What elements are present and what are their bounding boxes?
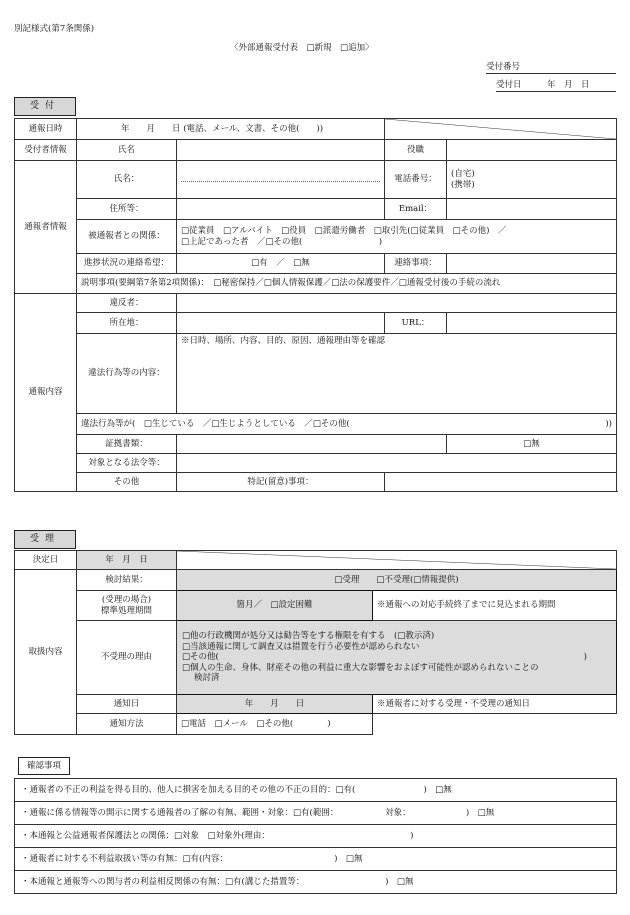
violator-label: 違反者： <box>77 294 177 313</box>
decision-date-label: 決定日 <box>15 551 77 570</box>
progress-options[interactable]: □有 ／ □無 <box>177 254 385 274</box>
url-label: URL： <box>385 313 447 334</box>
violation-note: ※日時、場所、内容、目的、原因、通報理由等を確認 <box>181 336 386 346</box>
rejection-reason-4[interactable]: □個人の生命、身体、財産その他の利益に重大な影響をおよぼす可能性が認められないことの <box>182 662 539 673</box>
decision-date-blank <box>177 551 617 570</box>
confirmation-table <box>14 778 617 894</box>
section-confirmation: 確認事項 <box>18 757 70 775</box>
processing-period-label <box>77 591 177 621</box>
form-number: 別記様式(第7条関係) <box>14 24 95 34</box>
rejection-reason-5: 検討済 <box>194 673 220 684</box>
special-notes-field[interactable] <box>385 473 617 492</box>
contact-label: 連絡事項： <box>385 254 447 274</box>
violator-field[interactable] <box>177 294 617 313</box>
rejection-reason-3[interactable]: □その他( ) <box>182 652 587 663</box>
report-datetime-value[interactable]: 年 月 日 (電話、メール、文書、その他( )) <box>77 119 385 140</box>
violation-status-row[interactable] <box>77 414 617 435</box>
evidence-field[interactable] <box>177 435 447 454</box>
relation-options[interactable] <box>177 220 617 254</box>
email-field[interactable] <box>447 199 617 220</box>
address-label: 住所等： <box>77 199 177 220</box>
report-content-label: 通報内容 <box>15 294 77 492</box>
relation-line-2[interactable]: □上記であった者 ／□その他( ) <box>181 236 383 247</box>
rejection-reason-2[interactable]: □当該通報に関して調査又は措置を行う必要性が認められない <box>182 641 420 652</box>
rejection-reason-1[interactable]: □他の行政機関が処分又は勧告等をする権限を有する (□教示済) <box>182 630 435 641</box>
receipt-date-label: 受付日 年 月 日 <box>496 80 616 92</box>
address-field[interactable] <box>177 199 385 220</box>
processing-period-label-2: 標準処理期間 <box>100 605 152 616</box>
phone-home: (自宅) <box>451 168 475 179</box>
section-processing: 受理 <box>14 530 76 549</box>
phone-mobile: (携帯) <box>451 179 475 190</box>
location-label: 所在地： <box>77 313 177 334</box>
notice-method-label: 通知方法 <box>77 714 177 735</box>
processing-period-label-1: (受理の場合) <box>101 594 152 605</box>
email-label: Email： <box>385 199 447 220</box>
phone-label: 電話番号： <box>385 161 447 199</box>
url-field[interactable] <box>447 313 617 334</box>
evidence-label: 証拠書類： <box>77 435 177 454</box>
phone-field[interactable] <box>447 161 617 199</box>
notice-date-note: ※通報者に対する受理・不受理の通知日 <box>373 695 617 714</box>
violation-status-end: )) <box>605 418 612 429</box>
handling-label: 取扱内容 <box>15 570 77 735</box>
reporter-info-label: 通報者情報 <box>15 161 77 294</box>
relation-label: 被通報者との関係： <box>77 220 177 254</box>
confirmation-item-4[interactable]: ・通報者に対する不利益取扱い等の有無：□有(内容： ) □無 <box>15 848 617 871</box>
receiver-name-field[interactable] <box>177 140 385 161</box>
section-reception: 受付 <box>14 97 76 116</box>
special-notes-label: 特記(留意)事項： <box>177 473 385 492</box>
confirmation-item-3[interactable]: ・本通報と公益通報者保護法との関係：□対象 □対象外(理由： ) <box>15 825 617 848</box>
confirmation-item-2[interactable]: ・通報に係る情報等の開示に関する通報者の了解の有無、範囲・対象：□有(範囲： 対象： ) □無 <box>15 802 617 825</box>
relation-line-1[interactable]: □従業員 □アルバイト □役員 □派遣労働者 □取引先(□従業員 □その他) ／ <box>181 225 507 236</box>
review-result-options[interactable]: □受理 □不受理(□情報提供) <box>177 570 617 591</box>
other-label: その他 <box>77 473 177 492</box>
violation-content-field[interactable] <box>177 334 617 414</box>
notice-date-value[interactable]: 年 月 日 <box>177 695 373 714</box>
form-title: 〈外部通報受付表 □新規 □追加〉 <box>230 43 374 53</box>
reporter-name-label: 氏名： <box>77 161 177 199</box>
law-label: 対象となる法令等： <box>77 454 177 473</box>
report-datetime-blank <box>385 119 617 140</box>
contact-field[interactable] <box>447 254 617 274</box>
processing-period-value[interactable]: 箇月／ □設定困難 <box>177 591 373 621</box>
reporter-name-field[interactable] <box>177 161 385 199</box>
rejection-reason-label: 不受理の理由 <box>77 621 177 695</box>
report-datetime-label: 通報日時 <box>15 119 77 140</box>
receiver-position-label: 役職 <box>385 140 447 161</box>
explanation-items[interactable]: 説明事項(要綱第7条第2項関係)： □秘密保持／□個人情報保護／□法の保護要件／□通報受付後の手続の流れ <box>77 274 617 294</box>
evidence-none-option[interactable]: □無 <box>447 435 617 454</box>
processing-table <box>14 550 617 735</box>
receipt-number-label: 受付番号 <box>486 62 616 74</box>
processing-period-note: ※通報への対応手続終了までに見込まれる期間 <box>373 591 617 621</box>
receiver-info-label: 受付者情報 <box>15 140 77 161</box>
location-field[interactable] <box>177 313 385 334</box>
progress-label: 進捗状況の連絡希望： <box>77 254 177 274</box>
confirmation-item-5[interactable]: ・本通報と通報等への関与者の利益相反関係の有無：□有(講じた措置等： ) □無 <box>15 871 617 894</box>
notice-method-blank <box>373 714 617 735</box>
notice-date-label: 通知日 <box>77 695 177 714</box>
decision-date-value[interactable]: 年 月 日 <box>77 551 177 570</box>
violation-status-options[interactable]: 違法行為等が( □生じている ／□生じようとしている ／□その他( <box>81 418 350 429</box>
receiver-position-field[interactable] <box>447 140 617 161</box>
review-result-label: 検討結果： <box>77 570 177 591</box>
reception-table <box>14 118 617 492</box>
rejection-reasons[interactable] <box>177 621 617 695</box>
notice-method-options[interactable]: □電話 □メール □その他( ) <box>177 714 373 735</box>
violation-content-label: 違法行為等の内容： <box>77 334 177 414</box>
receiver-name-label: 氏名 <box>77 140 177 161</box>
confirmation-item-1[interactable]: ・通報者の不正の利益を得る目的、他人に損害を加える目的その他の不正の目的：□有( ) □無 <box>15 779 617 802</box>
law-field[interactable] <box>177 454 617 473</box>
